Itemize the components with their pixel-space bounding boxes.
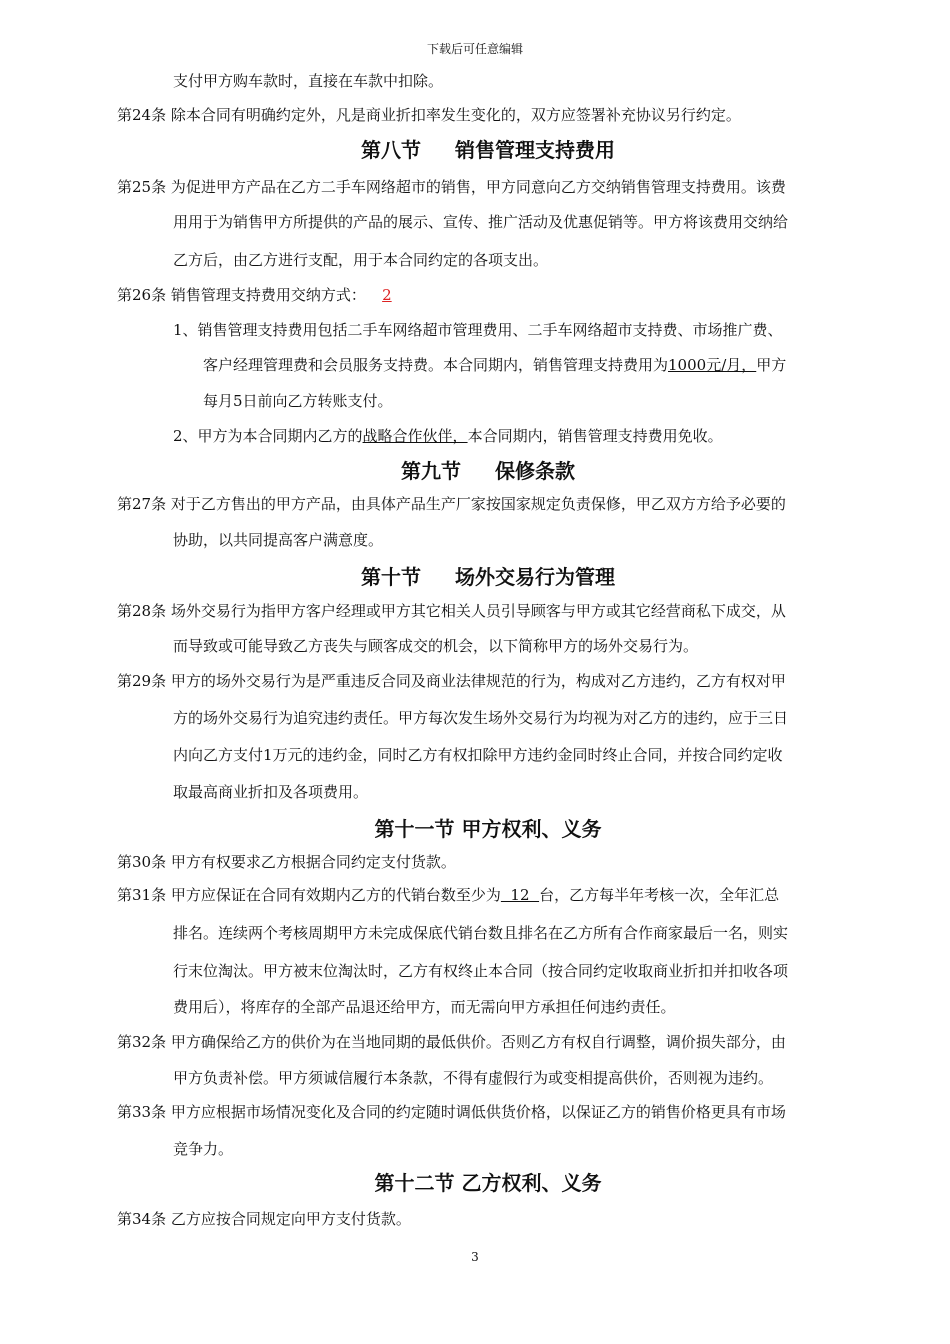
clause-line: 第31条 甲方应保证在合同有效期内乙方的代销台数至少为 12 台，乙方每半年考核一次，全年汇总	[117, 886, 780, 904]
clause-line: 方的场外交易行为追究违约责任。甲方每次发生场外交易行为均视为对乙方的违约，应于三日	[173, 709, 789, 727]
clause-line: 甲方负责补偿。甲方须诚信履行本条款，不得有虚假行为或变相提高供价，否则视为违约。	[173, 1069, 774, 1087]
clause-line: 第25条 为促进甲方产品在乙方二手车网络超市的销售，甲方同意向乙方交纳销售管理支持费用。该费	[117, 178, 786, 196]
clause-line: 协助，以共同提高客户满意度。	[173, 531, 384, 549]
section-heading: 第十节 场外交易行为管理	[361, 565, 615, 589]
section-heading: 第十一节 甲方权利、义务	[374, 817, 602, 841]
clause-line: 第24条 除本合同有明确约定外，凡是商业折扣率发生变化的，双方应签署补充协议另行约定。	[117, 106, 741, 124]
clause-line: 支付甲方购车款时，直接在车款中扣除。	[173, 72, 444, 90]
clause-line: 第26条 销售管理支持费用交纳方式： 2	[117, 284, 408, 305]
clause-line: 第28条 场外交易行为指甲方客户经理或甲方其它相关人员引导顾客与甲方或其它经营商私下成交，从	[117, 602, 786, 620]
clause-line: 第27条 对于乙方售出的甲方产品，由具体产品生产厂家按国家规定负责保修，甲乙双方方给予必要的	[117, 495, 786, 513]
payment-method-blank: 2	[382, 286, 392, 304]
page-number: 3	[471, 1250, 479, 1264]
clause-line: 内向乙方支付1万元的违约金，同时乙方有权扣除甲方违约金同时终止合同，并按合同约定收	[173, 746, 783, 764]
page-header: 下载后可任意编辑	[426, 42, 523, 56]
clause-line: 第34条 乙方应按合同规定向甲方支付货款。	[117, 1210, 411, 1228]
clause-line: 行末位淘汰。甲方被末位淘汰时，乙方有权终止本合同（按合同约定收取商业折扣并扣收各项	[173, 962, 789, 980]
clause-line: 2、甲方为本合同期内乙方的战略合作伙伴，本合同期内，销售管理支持费用免收。	[173, 427, 723, 445]
section-heading: 第八节 销售管理支持费用	[361, 138, 615, 162]
clause-line: 第33条 甲方应根据市场情况变化及合同的约定随时调低供货价格，以保证乙方的销售价格更具有市场	[117, 1103, 786, 1121]
clause-line: 而导致或可能导致乙方丧失与顾客成交的机会，以下简称甲方的场外交易行为。	[173, 637, 699, 655]
clause-line: 竞争力。	[173, 1140, 234, 1158]
clause-line: 每月5日前向乙方转账支付。	[203, 392, 393, 410]
clause-line: 取最高商业折扣及各项费用。	[173, 783, 369, 801]
section-heading: 第九节 保修条款	[401, 459, 575, 483]
clause-line: 1、销售管理支持费用包括二手车网络超市管理费用、二手车网络超市支持费、市场推广费、	[173, 321, 783, 339]
clause-line: 客户经理管理费和会员服务支持费。本合同期内，销售管理支持费用为1000元/月，甲方	[203, 356, 787, 374]
clause-line: 第32条 甲方确保给乙方的供价为在当地同期的最低供价。否则乙方有权自行调整，调价损失部分，由	[117, 1033, 786, 1051]
clause-line: 用用于为销售甲方所提供的产品的展示、宣传、推广活动及优惠促销等。甲方将该费用交纳给	[173, 213, 789, 231]
clause-line: 乙方后，由乙方进行支配，用于本合同约定的各项支出。	[173, 251, 549, 269]
clause-line: 排名。连续两个考核周期甲方未完成保底代销台数且排名在乙方所有合作商家最后一名，则实	[173, 924, 789, 942]
clause-line: 费用后），将库存的全部产品退还给甲方，而无需向甲方承担任何违约责任。	[173, 998, 676, 1016]
section-heading: 第十二节 乙方权利、义务	[374, 1171, 602, 1195]
clause-line: 第30条 甲方有权要求乙方根据合同约定支付货款。	[117, 853, 456, 871]
clause-line: 第29条 甲方的场外交易行为是严重违反合同及商业法律规范的行为，构成对乙方违约，乙方有权对甲	[117, 672, 786, 690]
